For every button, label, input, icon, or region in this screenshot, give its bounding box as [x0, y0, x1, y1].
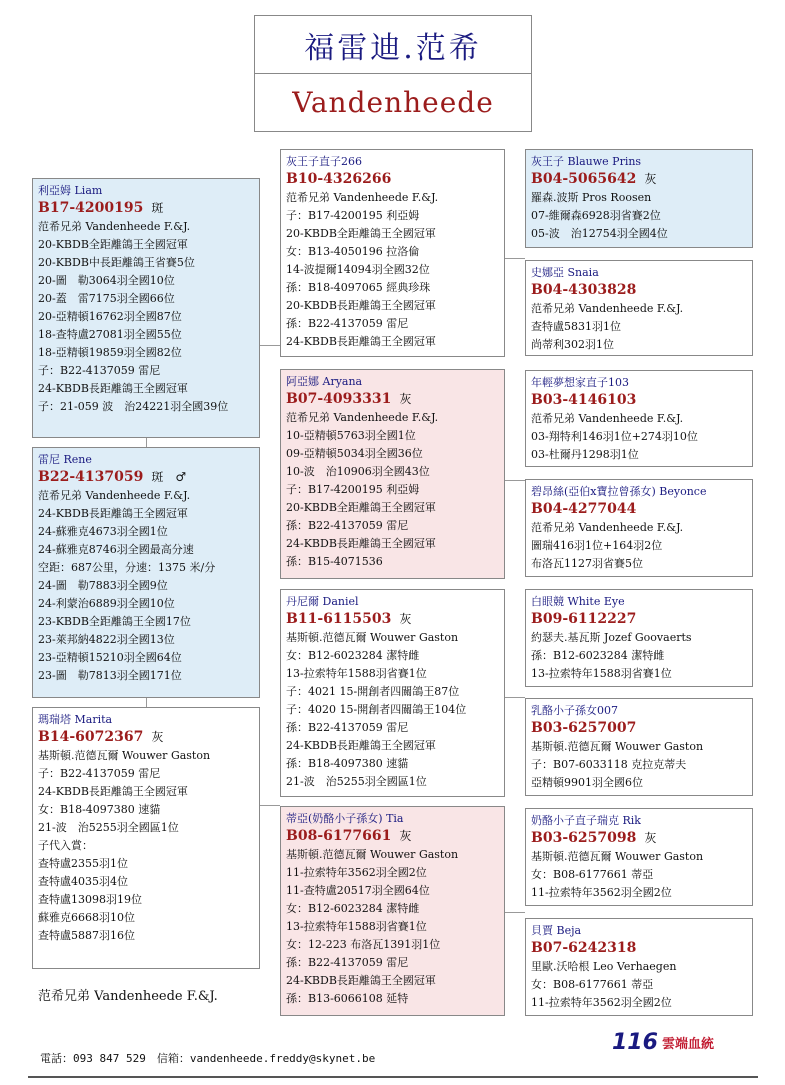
info-line: 查特盧2355羽1位: [38, 857, 128, 870]
info-line: 24-KBDB長距離鴿王全國冠軍: [38, 382, 188, 395]
info-line: 23-圖 勒7813羽全國171位: [38, 669, 182, 682]
info-line: 24-圖 勒7883羽全國9位: [38, 579, 168, 592]
info-line: 基斯頓.范德瓦爾 Wouwer Gaston: [531, 740, 704, 753]
ring-number: B10-4326266: [286, 171, 392, 187]
info-line: 查特盧13098羽19位: [38, 893, 142, 906]
info-line: 23-KBDB全距離鴿王全國17位: [38, 615, 191, 628]
connector: [260, 345, 280, 346]
info-line: 24-KBDB長距離鴿王全國冠軍: [286, 739, 436, 752]
pigeon-card-liam: [32, 178, 260, 438]
info-line: 子：21-059 波 治24221羽全國39位: [38, 400, 229, 413]
info-line: 子：B07-6033118 克拉克蒂夫: [531, 758, 687, 771]
bottom-divider: [28, 1076, 758, 1078]
pigeon-name: 史娜亞 Snaia: [531, 266, 599, 279]
info-line: 10-波 治10906羽全國43位: [286, 465, 430, 478]
info-line: 孫：B18-4097380 速貓: [286, 757, 409, 770]
connector: [505, 697, 525, 698]
info-line: 女：12-223 布洛瓦1391羽1位: [286, 938, 441, 951]
info-line: 范希兄弟 Vandenheede F.&J.: [531, 302, 684, 315]
info-line: 圖瑞416羽1位+164羽2位: [531, 539, 663, 552]
info-line: 子：B22-4137059 雷尼: [38, 767, 161, 780]
pigeon-name: 利亞姆 Liam: [38, 184, 103, 197]
info-line: 子：B22-4137059 雷尼: [38, 364, 161, 377]
info-line: 孫：B12-6023284 潔特雌: [531, 649, 665, 662]
info-line: 24-KBDB長距離鴿王全國冠軍: [286, 335, 436, 348]
connector: [146, 437, 147, 447]
info-line: 13-拉索特年1588羽省賽1位: [531, 667, 672, 680]
info-line: 03-杜爾丹1298羽1位: [531, 448, 639, 461]
info-line: 21-波 治5255羽全國區1位: [38, 821, 179, 834]
title-chinese: 福雷迪.范希: [255, 16, 531, 74]
pigeon-card-beyonce: [525, 479, 753, 577]
info-line: 21-波 治5255羽全國區1位: [286, 775, 427, 788]
info-line: 18-查特盧27081羽全國55位: [38, 328, 182, 341]
pigeon-card-blauwe-prins: [525, 149, 753, 248]
ring-number: B22-4137059 斑 ♂: [38, 469, 187, 485]
info-line: 蘇雅克6668羽10位: [38, 911, 135, 924]
info-line: 范希兄弟 Vandenheede F.&J.: [531, 412, 684, 425]
info-line: 查特盧4035羽4位: [38, 875, 128, 888]
info-line: 24-KBDB長距離鴿王全國冠軍: [38, 507, 188, 520]
pigeon-card-snaia: [525, 260, 753, 356]
info-line: 范希兄弟 Vandenheede F.&J.: [286, 191, 439, 204]
info-line: 子代入賞：: [38, 839, 93, 852]
pigeon-card-tia: [280, 806, 505, 1016]
title-box: [254, 15, 532, 132]
info-line: 05-波 治12754羽全國4位: [531, 227, 668, 240]
info-line: 孫：B22-4137059 雷尼: [286, 519, 409, 532]
info-line: 20-KBDB中長距離鴿王省賽5位: [38, 256, 195, 269]
info-line: 孫：B22-4137059 雷尼: [286, 317, 409, 330]
info-line: 11-拉索特年3562羽全國2位: [286, 866, 427, 879]
info-line: 尚蒂利302羽1位: [531, 338, 614, 351]
connector: [260, 805, 280, 806]
info-line: 11-拉索特年3562羽全國2位: [531, 886, 672, 899]
ring-number: B03-4146103: [531, 392, 637, 408]
pigeon-card-cheese-kid-granddaughter: [525, 698, 753, 796]
info-line: 20-KBDB全距離鴿王全國冠軍: [286, 227, 436, 240]
ring-number: B04-5065642 灰: [531, 171, 657, 187]
pigeon-card-rene: [32, 447, 260, 698]
info-line: 查特盧5887羽16位: [38, 929, 135, 942]
pigeon-name: 丹尼爾 Daniel: [286, 595, 359, 608]
info-line: 約瑟夫.基瓦斯 Jozef Goovaerts: [531, 631, 692, 644]
info-line: 范希兄弟 Vandenheede F.&J.: [286, 411, 439, 424]
info-line: 女：B18-4097380 速貓: [38, 803, 161, 816]
title-english: Vandenheede: [292, 86, 494, 119]
info-line: 女：B13-4050196 拉洛倫: [286, 245, 420, 258]
info-line: 10-亞精頓5763羽全國1位: [286, 429, 416, 442]
info-line: 布洛瓦1127羽省賽5位: [531, 557, 643, 570]
connector: [146, 698, 147, 707]
ring-number: B03-6257098 灰: [531, 830, 657, 846]
info-line: 03-翔特利146羽1位+274羽10位: [531, 430, 698, 443]
info-line: 孫：B13-6066108 延特: [286, 992, 409, 1005]
info-line: 范希兄弟 Vandenheede F.&J.: [531, 521, 684, 534]
pigeon-name: 阿亞娜 Aryana: [286, 375, 363, 388]
info-line: 亞精頓9901羽全國6位: [531, 776, 643, 789]
info-line: 空距：687公里，分速：1375 米/分: [38, 561, 216, 574]
pigeon-name: 年輕夢想家直子103: [531, 376, 629, 389]
pigeon-card-daniel: [280, 589, 505, 797]
pigeon-card-rik: [525, 808, 753, 906]
info-line: 24-蘇雅克8746羽全國最高分速: [38, 543, 194, 556]
info-line: 孫：B18-4097065 經典珍珠: [286, 281, 431, 294]
info-line: 24-KBDB長距離鴿王全國冠軍: [38, 785, 188, 798]
info-line: 女：B12-6023284 潔特雌: [286, 902, 420, 915]
info-line: 子：B17-4200195 利亞姆: [286, 209, 420, 222]
pigeon-name: 蒂亞(奶酪小子孫女) Tia: [286, 812, 404, 825]
pigeon-name: 灰王子直子266: [286, 155, 362, 168]
connector: [505, 258, 525, 259]
connector: [505, 912, 525, 913]
site-logo: [612, 1030, 714, 1055]
info-line: 07-維爾森6928羽省賽2位: [531, 209, 661, 222]
info-line: 20-圖 勒3064羽全國10位: [38, 274, 175, 287]
info-line: 14-波提爾14094羽全國32位: [286, 263, 430, 276]
info-line: 23-萊邦納4822羽全國13位: [38, 633, 175, 646]
info-line: 女：B08-6177661 蒂亞: [531, 868, 654, 881]
info-line: 子：4020 15-開創者四關鴿王104位: [286, 703, 467, 716]
pigeon-card-young-dreamer-son: [525, 370, 753, 467]
pigeon-card-grey-prince-son: [280, 149, 505, 357]
info-line: 查特盧5831羽1位: [531, 320, 621, 333]
info-line: 孫：B15-4071536: [286, 555, 383, 568]
ring-number: B09-6112227: [531, 611, 637, 627]
pigeon-card-aryana: [280, 369, 505, 579]
info-line: 24-蘇雅克4673羽全國1位: [38, 525, 168, 538]
info-line: 孫：B22-4137059 雷尼: [286, 721, 409, 734]
info-line: 24-利蒙治6889羽全國10位: [38, 597, 175, 610]
breeder-footer: 范希兄弟 Vandenheede F.&J.: [38, 989, 218, 1004]
ring-number: B03-6257007: [531, 720, 637, 736]
info-line: 子：B17-4200195 利亞姆: [286, 483, 420, 496]
info-line: 24-KBDB長距離鴿王全國冠軍: [286, 537, 436, 550]
pigeon-name: 貝賈 Beja: [531, 924, 582, 937]
ring-number: B17-4200195 斑: [38, 200, 164, 216]
pigeon-name: 奶酪小子直子瑞克 Rik: [531, 814, 641, 827]
info-line: 11-拉索特年3562羽全國2位: [531, 996, 672, 1009]
info-line: 20-KBDB全距離鴿王全國冠軍: [286, 501, 436, 514]
info-line: 20-亞精頓16762羽全國87位: [38, 310, 182, 323]
pigeon-name: 瑪瑞塔 Marita: [38, 713, 113, 726]
info-line: 里歐.沃哈根 Leo Verhaegen: [531, 960, 677, 973]
info-line: 11-查特盧20517羽全國64位: [286, 884, 430, 897]
info-line: 13-拉索特年1588羽省賽1位: [286, 920, 427, 933]
logo-text: 雲端血統: [661, 1037, 714, 1052]
ring-number: B11-6115503 灰: [286, 611, 412, 627]
pigeon-card-white-eye: [525, 589, 753, 687]
connector: [505, 480, 525, 481]
pigeon-name: 乳酪小子孫女007: [531, 704, 618, 717]
pigeon-name: 灰王子 Blauwe Prins: [531, 155, 642, 168]
info-line: 子：4021 15-開創者四關鴿王87位: [286, 685, 460, 698]
ring-number: B14-6072367 灰: [38, 729, 164, 745]
info-line: 基斯頓.范德瓦爾 Wouwer Gaston: [286, 848, 459, 861]
contact-info: 電話：093 847 529 信箱：vandenheede.freddy@skynet.be: [40, 1052, 376, 1065]
ring-number: B07-6242318: [531, 940, 637, 956]
pigeon-name: 碧昂絲(亞伯x寶拉曾孫女) Beyonce: [531, 485, 707, 498]
info-line: 羅森.波斯 Pros Roosen: [531, 191, 652, 204]
info-line: 18-亞精頓19859羽全國82位: [38, 346, 182, 359]
info-line: 范希兄弟 Vandenheede F.&J.: [38, 489, 191, 502]
ring-number: B04-4303828: [531, 282, 637, 298]
ring-number: B07-4093331 灰: [286, 391, 412, 407]
info-line: 基斯頓.范德瓦爾 Wouwer Gaston: [531, 850, 704, 863]
ring-number: B08-6177661 灰: [286, 828, 412, 844]
info-line: 孫：B22-4137059 雷尼: [286, 956, 409, 969]
ring-number: B04-4277044: [531, 501, 637, 517]
info-line: 13-拉索特年1588羽省賽1位: [286, 667, 427, 680]
info-line: 24-KBDB長距離鴿王全國冠軍: [286, 974, 436, 987]
pigeon-name: 白眼競 White Eye: [531, 595, 625, 608]
pigeon-card-beja: [525, 918, 753, 1016]
logo-number: 116: [612, 1030, 658, 1055]
info-line: 基斯頓.范德瓦爾 Wouwer Gaston: [286, 631, 459, 644]
info-line: 基斯頓.范德瓦爾 Wouwer Gaston: [38, 749, 211, 762]
info-line: 09-亞精頓5034羽全國36位: [286, 447, 423, 460]
pigeon-name: 雷尼 Rene: [38, 453, 92, 466]
info-line: 23-亞精頓15210羽全國64位: [38, 651, 182, 664]
info-line: 女：B12-6023284 潔特雌: [286, 649, 420, 662]
info-line: 范希兄弟 Vandenheede F.&J.: [38, 220, 191, 233]
info-line: 20-KBDB長距離鴿王全國冠軍: [286, 299, 436, 312]
pigeon-card-marita: [32, 707, 260, 969]
info-line: 20-蓋 雷7175羽全國66位: [38, 292, 175, 305]
info-line: 20-KBDB全距離鴿王全國冠軍: [38, 238, 188, 251]
info-line: 女：B08-6177661 蒂亞: [531, 978, 654, 991]
